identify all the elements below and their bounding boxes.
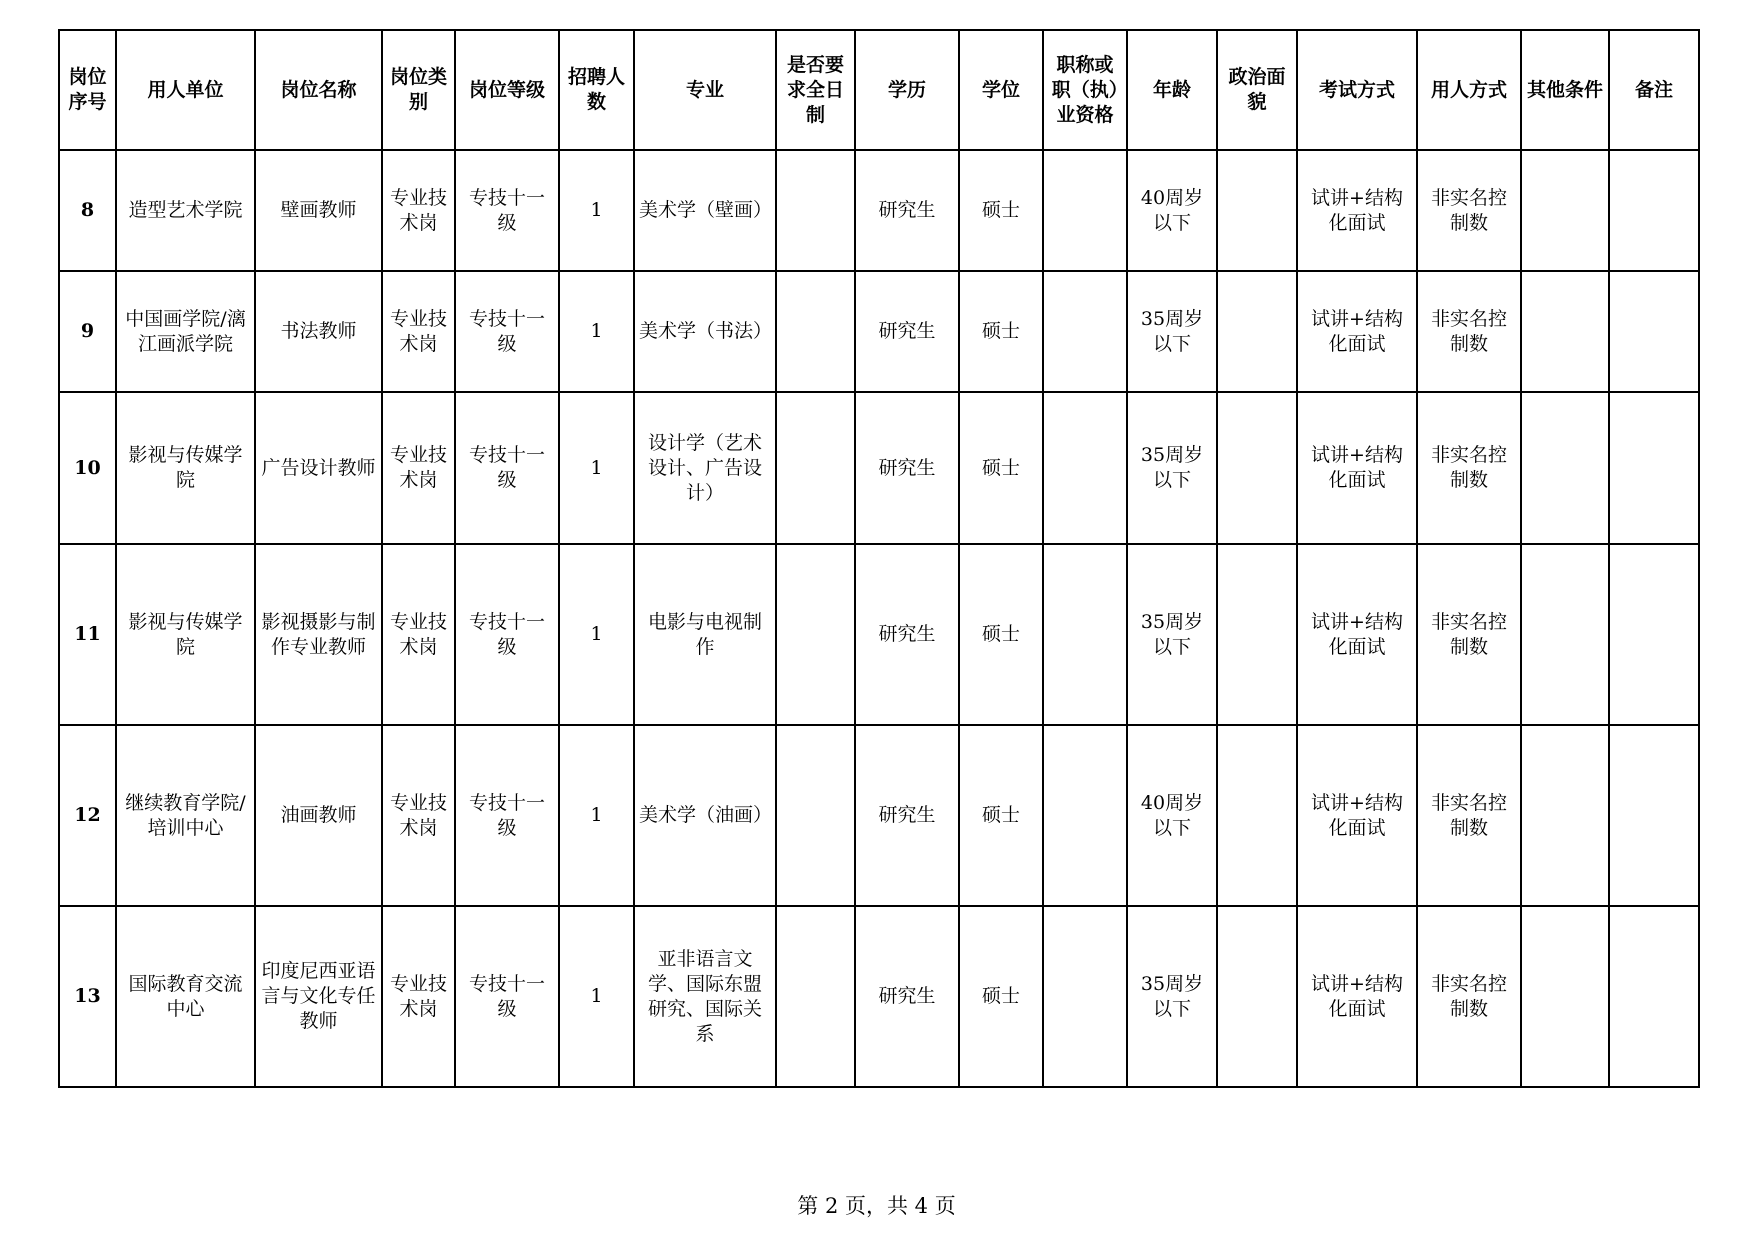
table-cell: 造型艺术学院 xyxy=(116,150,255,271)
table-cell: 影视与传媒学院 xyxy=(116,544,255,725)
table-cell: 专业技术岗 xyxy=(382,392,455,544)
table-cell: 研究生 xyxy=(855,906,959,1087)
table-cell: 35周岁以下 xyxy=(1127,271,1217,392)
table-row xyxy=(59,906,1699,1087)
header-cell: 年龄 xyxy=(1127,30,1217,150)
table-cell xyxy=(1521,271,1609,392)
header-cell: 学位 xyxy=(959,30,1043,150)
table-cell: 1 xyxy=(559,906,634,1087)
table-cell: 40周岁以下 xyxy=(1127,150,1217,271)
table-cell: 1 xyxy=(559,392,634,544)
header-cell: 备注 xyxy=(1609,30,1699,150)
header-cell: 用人单位 xyxy=(116,30,255,150)
header-cell: 政治面貌 xyxy=(1217,30,1297,150)
page-footer: 第 2 页，共 4 页 xyxy=(797,1194,956,1218)
table-cell xyxy=(1609,906,1699,1087)
table-cell: 专技十一级 xyxy=(455,392,559,544)
header-row xyxy=(59,30,1699,150)
table-cell: 美术学（油画） xyxy=(634,725,776,906)
table-cell: 美术学（壁画） xyxy=(634,150,776,271)
table-cell: 硕士 xyxy=(959,906,1043,1087)
table-cell: 电影与电视制作 xyxy=(634,544,776,725)
table-cell: 专技十一级 xyxy=(455,271,559,392)
table-cell: 专业技术岗 xyxy=(382,271,455,392)
table-cell: 硕士 xyxy=(959,392,1043,544)
table-cell xyxy=(1521,392,1609,544)
header-cell: 职称或职（执）业资格 xyxy=(1043,30,1127,150)
table-cell xyxy=(1609,544,1699,725)
table-cell: 35周岁以下 xyxy=(1127,392,1217,544)
table-cell: 研究生 xyxy=(855,392,959,544)
table-cell: 试讲+结构化面试 xyxy=(1297,544,1417,725)
table-cell: 研究生 xyxy=(855,725,959,906)
header-cell: 岗位类别 xyxy=(382,30,455,150)
table-cell: 非实名控制数 xyxy=(1417,271,1521,392)
table-cell: 设计学（艺术设计、广告设计） xyxy=(634,392,776,544)
table-cell: 35周岁以下 xyxy=(1127,906,1217,1087)
table-cell: 印度尼西亚语言与文化专任教师 xyxy=(255,906,382,1087)
header-cell: 是否要求全日制 xyxy=(776,30,855,150)
table-cell: 广告设计教师 xyxy=(255,392,382,544)
table-cell: 非实名控制数 xyxy=(1417,392,1521,544)
table-row xyxy=(59,150,1699,271)
row-number-cell: 10 xyxy=(59,392,116,544)
header-cell: 学历 xyxy=(855,30,959,150)
header-cell: 用人方式 xyxy=(1417,30,1521,150)
table-row xyxy=(59,544,1699,725)
table-cell: 继续教育学院/培训中心 xyxy=(116,725,255,906)
table-cell xyxy=(1217,150,1297,271)
header-cell: 考试方式 xyxy=(1297,30,1417,150)
table-cell: 硕士 xyxy=(959,150,1043,271)
row-number-cell: 8 xyxy=(59,150,116,271)
table-cell: 亚非语言文学、国际东盟研究、国际关系 xyxy=(634,906,776,1087)
table-cell: 硕士 xyxy=(959,271,1043,392)
table-cell: 油画教师 xyxy=(255,725,382,906)
row-number-cell: 12 xyxy=(59,725,116,906)
table-cell xyxy=(1043,150,1127,271)
table-cell: 非实名控制数 xyxy=(1417,150,1521,271)
table-cell xyxy=(776,271,855,392)
table-cell xyxy=(776,392,855,544)
table-row xyxy=(59,271,1699,392)
table-cell: 国际教育交流中心 xyxy=(116,906,255,1087)
table-cell: 专业技术岗 xyxy=(382,725,455,906)
table-cell: 1 xyxy=(559,150,634,271)
row-number-cell: 9 xyxy=(59,271,116,392)
table-cell: 试讲+结构化面试 xyxy=(1297,906,1417,1087)
table-cell xyxy=(1043,906,1127,1087)
table-cell: 影视摄影与制作专业教师 xyxy=(255,544,382,725)
header-cell: 岗位等级 xyxy=(455,30,559,150)
header-cell: 其他条件 xyxy=(1521,30,1609,150)
table-cell: 硕士 xyxy=(959,544,1043,725)
table-cell: 专业技术岗 xyxy=(382,906,455,1087)
table-cell: 35周岁以下 xyxy=(1127,544,1217,725)
table-cell: 专业技术岗 xyxy=(382,150,455,271)
table-cell: 研究生 xyxy=(855,150,959,271)
table-cell: 硕士 xyxy=(959,725,1043,906)
table-cell: 书法教师 xyxy=(255,271,382,392)
table-cell: 非实名控制数 xyxy=(1417,725,1521,906)
row-number-cell: 13 xyxy=(59,906,116,1087)
table-cell: 40周岁以下 xyxy=(1127,725,1217,906)
header-cell: 岗位名称 xyxy=(255,30,382,150)
table-cell: 美术学（书法） xyxy=(634,271,776,392)
table-cell xyxy=(1609,271,1699,392)
table-cell xyxy=(1043,392,1127,544)
table-cell: 非实名控制数 xyxy=(1417,906,1521,1087)
table-cell xyxy=(1521,906,1609,1087)
table-cell xyxy=(1609,150,1699,271)
table-cell: 研究生 xyxy=(855,271,959,392)
table-cell xyxy=(1609,392,1699,544)
table-cell: 1 xyxy=(559,271,634,392)
table-cell: 1 xyxy=(559,725,634,906)
table-body xyxy=(59,150,1699,1087)
table-cell: 专业技术岗 xyxy=(382,544,455,725)
table-cell: 壁画教师 xyxy=(255,150,382,271)
table-cell: 试讲+结构化面试 xyxy=(1297,150,1417,271)
table-cell xyxy=(1521,544,1609,725)
table-cell: 专技十一级 xyxy=(455,906,559,1087)
table-row xyxy=(59,725,1699,906)
table-cell xyxy=(1217,271,1297,392)
header-cell: 专业 xyxy=(634,30,776,150)
table-cell: 试讲+结构化面试 xyxy=(1297,392,1417,544)
table-cell xyxy=(776,725,855,906)
table-cell: 中国画学院/漓江画派学院 xyxy=(116,271,255,392)
table-cell xyxy=(1043,725,1127,906)
table-cell xyxy=(1217,725,1297,906)
table-cell: 非实名控制数 xyxy=(1417,544,1521,725)
table-cell xyxy=(1217,906,1297,1087)
table-cell xyxy=(1217,392,1297,544)
table-cell xyxy=(1521,725,1609,906)
table-cell: 专技十一级 xyxy=(455,725,559,906)
table-cell xyxy=(1609,725,1699,906)
table-cell: 试讲+结构化面试 xyxy=(1297,725,1417,906)
table-cell: 研究生 xyxy=(855,544,959,725)
table-cell xyxy=(1521,150,1609,271)
header-cell: 岗位序号 xyxy=(59,30,116,150)
table-cell xyxy=(1043,544,1127,725)
table-cell xyxy=(776,544,855,725)
table-cell: 试讲+结构化面试 xyxy=(1297,271,1417,392)
recruitment-table xyxy=(58,29,1700,1088)
table-cell: 影视与传媒学院 xyxy=(116,392,255,544)
table-cell xyxy=(1217,544,1297,725)
row-number-cell: 11 xyxy=(59,544,116,725)
table-cell: 1 xyxy=(559,544,634,725)
table-cell xyxy=(1043,271,1127,392)
table-cell: 专技十一级 xyxy=(455,150,559,271)
table-cell xyxy=(776,906,855,1087)
table-cell xyxy=(776,150,855,271)
header-cell: 招聘人数 xyxy=(559,30,634,150)
table-cell: 专技十一级 xyxy=(455,544,559,725)
table-row xyxy=(59,392,1699,544)
